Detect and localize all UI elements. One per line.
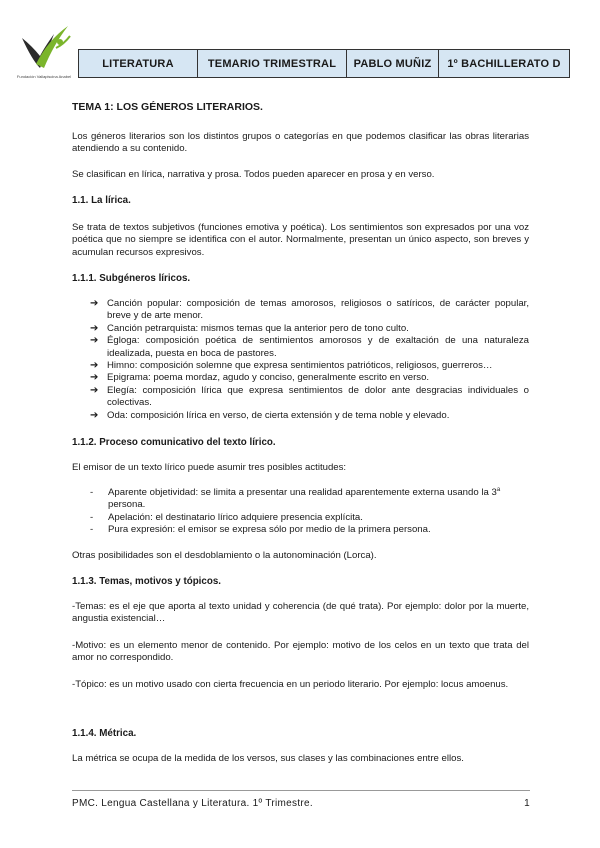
page-footer — [72, 798, 530, 809]
topico-paragraph: -Tópico: es un motivo usado con cierta frecuencia en un periodo literario. Por ejemplo: locus amoenus. — [72, 679, 509, 690]
header-cell-subject: LITERATURA — [79, 50, 198, 77]
section-heading-lirica: 1.1. La lírica. — [72, 195, 131, 206]
subgenres-list — [72, 298, 529, 422]
footer-divider — [72, 790, 530, 791]
dash-marker: - — [90, 487, 94, 498]
lirica-paragraph: Se trata de textos subjetivos (funciones emotiva y poética). Los sentimientos son expresados por una voz poética que no siempre se identifica con el autor. Normalmente, presentan un único aspecto, son breves y acumulan recursos expresivos. — [72, 222, 529, 258]
arrow-icon: ➔ — [90, 335, 99, 347]
list-item: ➔ Canción popular: composición de temas amorosos, religiosos o satíricos, de carácter popular, breve y de arte menor. — [90, 298, 529, 322]
list-item: - Aparente objetividad: se limita a presentar una realidad aparentemente externa usando la 3$^a$ persona. — [90, 486, 501, 511]
list-item: ➔ Himno: composición solemne que expresa sentimientos patrióticos, religiosos, guerreros… — [90, 360, 493, 372]
metrica-paragraph: La métrica se ocupa de la medida de los versos, sus clases y las combinaciones entre ellos. — [72, 753, 464, 764]
logo-text: Fundación Vallapiscina Anabel — [16, 74, 72, 79]
list-item: ➔ Égloga: composición poética de sentimientos amorosos y de exaltación de una naturaleza idealizada, puesta en boca de pastores. — [90, 335, 529, 359]
list-item: ➔ Epigrama: poema mordaz, agudo y conciso, generalmente escrito en verso. — [90, 372, 430, 384]
list-item: - Pura expresión: el emisor se expresa sólo por medio de la primera persona. — [90, 524, 431, 536]
other-possibilities-paragraph: Otras posibilidades son el desdoblamiento o la autonominación (Lorca). — [72, 550, 377, 561]
section-heading-metrica: 1.1.4. Métrica. — [72, 728, 137, 739]
page-title: TEMA 1: LOS GÉNEROS LITERARIOS. — [72, 101, 263, 113]
dash-marker: - — [90, 524, 94, 536]
header-cell-teacher: PABLO MUÑIZ — [347, 50, 439, 77]
arrow-icon: ➔ — [90, 322, 99, 334]
intro-paragraph: Los géneros literarios son los distintos grupos o categorías en que podemos clasificar las obras literarias atendiendo a su contenido. — [72, 131, 529, 155]
header-cell-course: 1º BACHILLERATO D — [447, 57, 561, 70]
header-table — [78, 49, 570, 78]
footer-text: PMC. Lengua Castellana y Literatura. 1º Trimestre. — [72, 798, 313, 809]
arrow-icon: ➔ — [90, 409, 99, 421]
section-heading-subgeneros: 1.1.1. Subgéneros líricos. — [72, 273, 191, 284]
arrow-icon: ➔ — [90, 372, 99, 384]
section-heading-proceso: 1.1.2. Proceso comunicativo del texto lírico. — [72, 437, 276, 448]
section-heading-temas: 1.1.3. Temas, motivos y tópicos. — [72, 576, 222, 587]
arrow-icon: ➔ — [90, 384, 99, 396]
list-item: ➔ Canción petrarquista: mismos temas que la anterior pero de tono culto. — [90, 322, 409, 334]
classification-paragraph: Se clasifican en lírica, narrativa y prosa. Todos pueden aparecer en prosa y en verso. — [72, 169, 435, 180]
proceso-paragraph: El emisor de un texto lírico puede asumir tres posibles actitudes: — [72, 462, 347, 473]
temas-paragraph: -Temas: es el eje que aporta al texto unidad y coherencia (de qué trata). Por ejemplo: dolor por la muerte, angustia existencial… — [72, 601, 529, 625]
school-logo — [14, 20, 74, 92]
arrow-icon: ➔ — [90, 360, 99, 372]
page-number: 1 — [524, 798, 530, 809]
list-item: ➔ Elegía: composición lírica que expresa sentimientos de dolor ante desgracias individuales o colectivas. — [90, 384, 529, 409]
arrow-icon: ➔ — [90, 298, 99, 309]
dash-marker: - — [90, 511, 94, 523]
list-item: ➔ Oda: composición lírica en verso, de cierta extensión y de tema noble y elevado. — [90, 409, 450, 421]
header-cell-syllabus: TEMARIO TRIMESTRAL — [198, 50, 347, 77]
list-item: - Apelación: el destinatario lírico adquiere presencia explícita. — [90, 511, 363, 523]
motivo-paragraph: -Motivo: es un elemento menor de contenido. Por ejemplo: motivo de los celos en un texto que trata del amor no correspondido. — [72, 640, 529, 664]
attitudes-list — [72, 487, 529, 537]
